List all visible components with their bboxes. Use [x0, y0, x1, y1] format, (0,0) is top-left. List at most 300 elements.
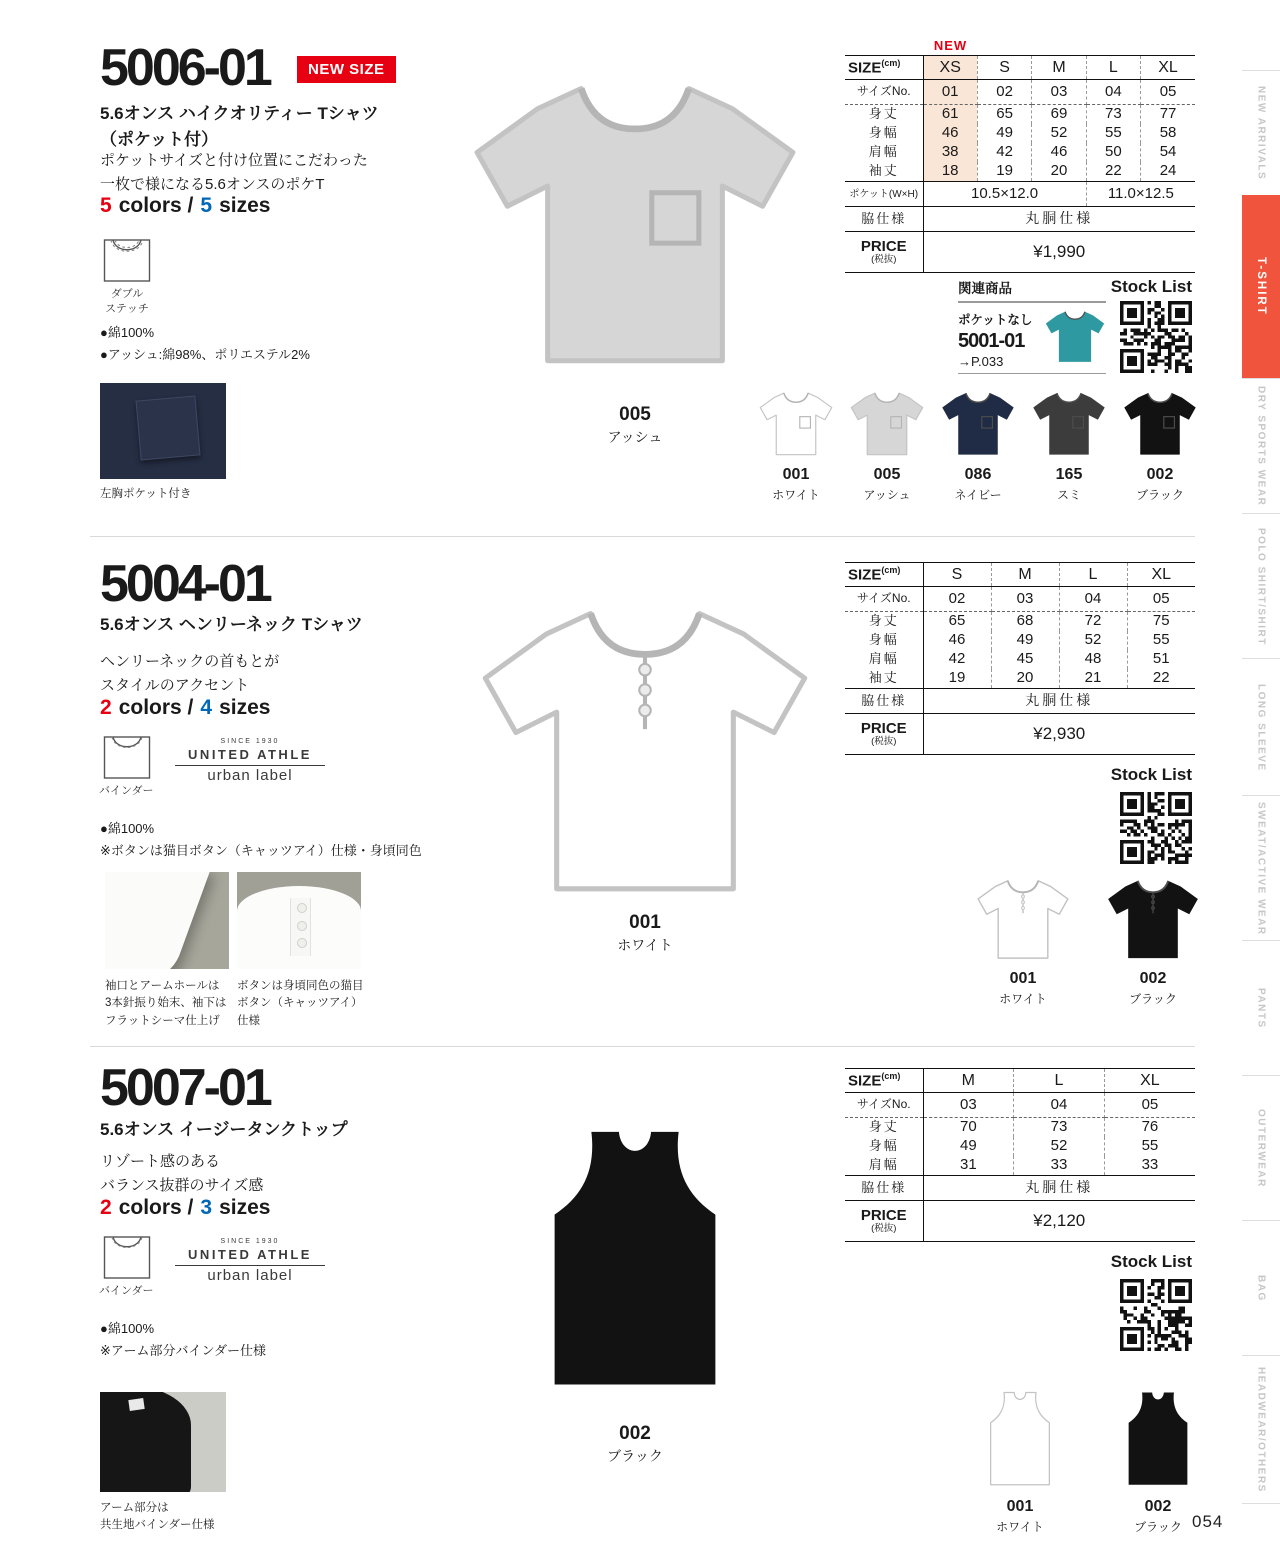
table-cell: 19 [923, 669, 991, 689]
sidebar-item-label: SWEAT/ACTIVE WEAR [1255, 801, 1267, 936]
table-row [845, 182, 1195, 207]
subtitle-line: 5.6オンス ハイクオリティー Tシャツ [100, 104, 379, 123]
related-product-code: 5001-01 [958, 329, 1025, 352]
sizes-count: 5 [200, 194, 213, 217]
table-header-col: M [923, 1069, 1014, 1093]
material-line: ●アッシュ:綿98%、ポリエステル2% [100, 347, 310, 363]
color-swatch [1105, 877, 1201, 1007]
color-swatch [978, 1390, 1062, 1535]
table-cell: 45 [991, 650, 1059, 669]
main-color-name: アッシュ [607, 428, 663, 445]
table-cell: 31 [923, 1156, 1014, 1176]
main-color-code: 005 [619, 404, 651, 425]
sidebar-item-sweat-active-wear[interactable] [1242, 795, 1280, 941]
size-table-wrap-5006-01 [845, 38, 1195, 273]
garment-illustration [467, 75, 803, 376]
table-row-label: 身丈 [845, 105, 923, 125]
table-row [845, 124, 1195, 143]
table-cell: 03 [923, 1093, 1014, 1118]
table-row [845, 650, 1195, 669]
table-cell: 49 [923, 1137, 1014, 1156]
material-line: ※アーム部分バインダー仕様 [100, 1343, 266, 1359]
description-line: ポケットサイズと付け位置にこだわった [100, 152, 368, 169]
section-divider [90, 536, 1195, 537]
caption-line: アーム部分は [100, 1502, 169, 1514]
table-row-label: 身幅 [845, 124, 923, 143]
table-cell: 55 [1141, 1137, 1159, 1155]
table-cell: 46 [923, 124, 977, 143]
table-header-size: $SIZE^{(cm)}$ [845, 563, 923, 587]
sidebar-item-label: DRY SPORTS WEAR [1255, 386, 1267, 507]
table-row [845, 105, 1195, 125]
garment-image [1116, 1390, 1200, 1494]
table-row [845, 56, 1195, 80]
caption-line: 3本針振り始末、袖下は [105, 997, 227, 1010]
logo-sub: urban label [207, 767, 293, 784]
sidebar-item-dry-sports-wear[interactable] [1242, 378, 1280, 514]
material-line: ●綿100% [100, 1321, 155, 1336]
swatch-code: 005 [873, 466, 901, 483]
table-cell: 61 [923, 105, 977, 125]
table-cell: 19 [977, 162, 1031, 182]
main-color-name: ブラック [607, 1447, 663, 1464]
table-header-col: XS [923, 56, 977, 80]
caption-line: 左胸ポケット付き [100, 488, 192, 500]
table-cell: 77 [1159, 105, 1177, 123]
table-cell: 42 [977, 143, 1031, 162]
sizes-count: 3 [200, 1196, 213, 1219]
garment-image [1122, 390, 1198, 462]
related-product-box [958, 277, 1106, 374]
table-cell: 04 [1014, 1093, 1105, 1118]
sidebar-item-label: T-SHIRT [1255, 257, 1267, 316]
table-cell: 33 [1104, 1156, 1195, 1176]
table-cell: 20 [1032, 162, 1086, 182]
swatch-code: 165 [1055, 466, 1083, 483]
table-cell: 73 [1086, 105, 1140, 125]
size-table-wrap-5004-01 [845, 562, 1195, 755]
sidebar-item-label: LONG SLEEVE [1255, 683, 1267, 772]
caption-line: ボタンは身頃同色の猫目 [237, 980, 364, 992]
table-row-label: PRICE (税抜) [845, 232, 923, 273]
swatch-name: ブラック [1134, 1519, 1182, 1534]
table-header-col: S [977, 56, 1031, 80]
material-line: ●綿100% [100, 821, 155, 836]
garment-image [1031, 390, 1107, 462]
table-row-label: PRICE (税抜) [845, 714, 923, 755]
colors-word: colors / [118, 194, 194, 217]
related-note: ポケットなし [958, 312, 1033, 327]
table-cell: 75 [1152, 612, 1170, 630]
table-row-label: 身丈 [845, 1118, 923, 1138]
garment-image [849, 390, 925, 462]
color-swatch [1031, 390, 1107, 503]
table-cell: 54 [1159, 143, 1177, 161]
table-cell: 76 [1141, 1118, 1159, 1136]
description-line: 一枚で様になる5.6オンスのポケT [100, 176, 325, 193]
table-cell: 72 [1059, 612, 1127, 632]
product-code-5007-01: 5007-01 [100, 1059, 270, 1117]
table-row [845, 714, 1195, 755]
size-table-wrap-5007-01 [845, 1068, 1195, 1242]
sizes-word: sizes [219, 696, 271, 719]
colors-count: 2 [100, 1196, 112, 1219]
color-swatch [1122, 390, 1198, 503]
garment-illustration [475, 600, 815, 904]
swatch-name: ホワイト [996, 1519, 1044, 1534]
table-cell: 22 [1086, 162, 1140, 182]
table-cell: 01 [923, 80, 977, 105]
table-row [845, 1176, 1195, 1201]
table-cell: 22 [1127, 669, 1195, 689]
table-cell: 50 [1086, 143, 1140, 162]
sidebar-item-new-arrivals[interactable] [1242, 70, 1280, 196]
table-cell: 丸胴仕様 [923, 689, 1195, 714]
swatch-code: 001 [1006, 1498, 1034, 1515]
new-size-badge: NEW SIZE [297, 56, 396, 83]
garment-image [758, 390, 834, 462]
table-cell: 04 [1086, 80, 1140, 105]
logo-since: SINCE 1930 [220, 738, 280, 745]
table-row-label: ポケット(W×H) [845, 182, 923, 207]
table-header-col: M [1032, 56, 1086, 80]
table-row-label: 身幅 [845, 631, 923, 650]
color-swatch [1116, 1390, 1200, 1535]
swatch-name: スミ [1056, 487, 1081, 502]
spec-icon-caption [99, 784, 189, 799]
sidebar-item-label: POLO SHIRT/SHIRT [1255, 527, 1267, 646]
description-line: バランス抜群のサイズ感 [100, 1177, 264, 1194]
swatch-code: 086 [964, 466, 992, 483]
caption-line: 仕様 [237, 1014, 260, 1027]
table-row-label: PRICE (税抜) [845, 1201, 923, 1242]
product-subtitle [100, 612, 363, 638]
table-cell: 42 [923, 650, 991, 669]
spec-icon-caption [99, 1284, 189, 1299]
colors-sizes-line [100, 696, 277, 720]
table-cell: 70 [923, 1118, 1014, 1138]
spec-caption-line: バインダー [99, 785, 154, 797]
color-swatch [758, 390, 834, 503]
size-table [845, 55, 1195, 273]
caption-line: ボタン（キャッツアイ） [237, 997, 363, 1010]
table-cell: 51 [1152, 650, 1170, 668]
table-row-label: 脇仕様 [845, 1176, 923, 1201]
table-row-label: 脇仕様 [845, 207, 923, 232]
table-cell: 05 [1127, 587, 1195, 612]
stock-list-title: Stock List [1110, 277, 1192, 296]
detail-caption [100, 1500, 215, 1535]
table-header-col: XL [1104, 1069, 1195, 1093]
table-cell: 49 [977, 124, 1031, 143]
table-cell: 55 [1086, 124, 1140, 143]
garment-image [940, 390, 1016, 462]
table-cell: 33 [1014, 1156, 1105, 1176]
colors-count: 2 [100, 696, 112, 719]
table-row-label: 肩幅 [845, 1156, 923, 1176]
related-page-link[interactable]: →P.033 [958, 353, 1004, 369]
table-cell: 69 [1032, 105, 1086, 125]
detail-caption [100, 486, 191, 503]
table-row [845, 689, 1195, 714]
sidebar-item-long-sleeve[interactable] [1242, 658, 1280, 796]
stock-list-title: Stock List [1110, 765, 1192, 784]
table-row-label: 身丈 [845, 612, 923, 632]
color-swatch [940, 390, 1016, 503]
spec-caption-line: ステッチ [105, 303, 149, 316]
sidebar-item-t-shirt[interactable] [1242, 195, 1280, 378]
table-row [845, 1118, 1195, 1138]
stock-list-qr-code [1120, 301, 1192, 378]
colors-sizes-line [100, 1196, 277, 1220]
swatch-code: 001 [1009, 970, 1037, 987]
caption-line: 袖口とアームホールは [105, 980, 220, 992]
color-swatch [975, 877, 1071, 1007]
table-cell: 46 [923, 631, 991, 650]
table-row [845, 80, 1195, 105]
logo-name: UNITED ATHLE [175, 1245, 325, 1266]
united-athle-logo [175, 1238, 325, 1284]
table-header-size: $SIZE^{(cm)}$ [845, 56, 923, 80]
table-row [845, 1137, 1195, 1156]
table-row [845, 587, 1195, 612]
caption-line: フラットシーマ仕上げ [105, 1014, 220, 1027]
main-product-image-5004-01 [475, 600, 815, 955]
table-cell: 05 [1141, 80, 1195, 105]
spec-caption-line: バインダー [99, 1285, 154, 1297]
table-row-label: サイズNo. [845, 1093, 923, 1118]
sidebar [1242, 0, 1280, 1566]
materials-list [100, 1318, 266, 1362]
table-cell: 03 [1032, 80, 1086, 105]
tank-shape [100, 1392, 191, 1492]
swatch-name: ホワイト [999, 991, 1047, 1006]
product-code-5004-01: 5004-01 [100, 555, 270, 613]
swatch-code: 001 [782, 466, 810, 483]
colors-word: colors / [118, 696, 194, 719]
table-cell: ¥2,120 [923, 1201, 1195, 1242]
main-product-image-5006-01 [467, 75, 803, 447]
materials-list [100, 322, 310, 366]
description-line: ヘンリーネックの首もとが [100, 653, 280, 670]
table-cell: ¥1,990 [923, 232, 1195, 273]
table-row [845, 612, 1195, 632]
colors-word: colors / [118, 1196, 194, 1219]
swatch-name: アッシュ [863, 487, 911, 502]
page-number: 054 [1192, 1512, 1224, 1531]
sidebar-item-headwear-others[interactable] [1242, 1355, 1280, 1504]
table-cell: 38 [923, 143, 977, 162]
main-color-name: ホワイト [617, 936, 673, 953]
stock-list-qr-code [1120, 1279, 1192, 1356]
detail-photo-tank [100, 1392, 226, 1492]
table-row-label: 身幅 [845, 1137, 923, 1156]
united-athle-logo [175, 738, 325, 784]
logo-since: SINCE 1930 [220, 1238, 280, 1245]
materials-list [100, 818, 422, 862]
table-row [845, 232, 1195, 273]
table-header-col: S [923, 563, 991, 587]
material-line: ※ボタンは猫目ボタン（キャッツアイ）仕様・身頃同色 [100, 843, 422, 859]
logo-name: UNITED ATHLE [175, 745, 325, 766]
table-row [845, 162, 1195, 182]
product-subtitle [100, 101, 379, 152]
sidebar-end-divider [1242, 1503, 1280, 1504]
table-header-col: L [1086, 56, 1140, 80]
main-color-code: 002 [619, 1423, 651, 1444]
table-row [845, 1093, 1195, 1118]
table-cell: 丸胴仕様 [923, 1176, 1195, 1201]
sidebar-item-label: HEADWEAR/OTHERS [1255, 1367, 1267, 1493]
button-shape [297, 903, 307, 913]
garment-image [975, 877, 1071, 966]
table-row [845, 1156, 1195, 1176]
table-row-label: 袖丈 [845, 162, 923, 182]
sleeve-shape [105, 872, 211, 969]
swatch-name: ブラック [1136, 487, 1184, 502]
table-row [845, 563, 1195, 587]
detail-photo-sleeve [105, 872, 229, 969]
sizes-word: sizes [219, 194, 271, 217]
color-swatch-row [758, 390, 1198, 503]
table-row [845, 631, 1195, 650]
swatch-name: ブラック [1129, 991, 1177, 1006]
table-header-col: XL [1127, 563, 1195, 587]
sizes-count: 4 [200, 696, 213, 719]
product-subtitle [100, 1117, 348, 1143]
sidebar-item-label: OUTERWEAR [1255, 1109, 1267, 1188]
description-line: スタイルのアクセント [100, 677, 250, 694]
pocket-shape [135, 396, 200, 461]
garment-image [1105, 877, 1201, 966]
table-cell: 68 [991, 612, 1059, 632]
swatch-code: 002 [1146, 466, 1174, 483]
neckline-spec-icon [103, 732, 151, 785]
table-cell: 52 [1059, 631, 1127, 650]
material-line: ●綿100% [100, 325, 155, 340]
table-cell: ¥2,930 [923, 714, 1195, 755]
table-row-label: 肩幅 [845, 143, 923, 162]
sizes-word: sizes [219, 1196, 271, 1219]
detail-photo-placket [237, 872, 361, 969]
related-title: 関連商品 [958, 277, 1106, 303]
stock-list-qr-code [1120, 792, 1192, 869]
sidebar-item-polo-shirt-shirt[interactable] [1242, 513, 1280, 659]
sidebar-item-label: PANTS [1255, 988, 1267, 1029]
sidebar-item-bag[interactable] [1242, 1220, 1280, 1356]
section-divider [90, 1046, 1195, 1047]
table-cell: 04 [1059, 587, 1127, 612]
table-row-label: サイズNo. [845, 80, 923, 105]
sidebar-item-label: NEW ARRIVALS [1255, 86, 1267, 181]
spec-caption-line: ダブル [110, 288, 144, 300]
tag-shape [128, 1398, 144, 1411]
related-info [958, 310, 1032, 369]
product-description [100, 1150, 263, 1198]
table-row [845, 1201, 1195, 1242]
table-row [845, 669, 1195, 689]
table-row-label: 肩幅 [845, 650, 923, 669]
table-cell: 52 [1014, 1137, 1105, 1156]
new-flag: NEW [933, 38, 968, 53]
table-cell: 20 [991, 669, 1059, 689]
button-shape [297, 921, 307, 931]
size-table [845, 1068, 1195, 1242]
table-cell: 21 [1059, 669, 1127, 689]
table-header-size: $SIZE^{(cm)}$ [845, 1069, 923, 1093]
sidebar-item-label: BAG [1255, 1275, 1267, 1302]
table-cell: 52 [1032, 124, 1086, 143]
table-cell: 73 [1014, 1118, 1105, 1138]
product-code-5006-01: 5006-01 [100, 39, 270, 97]
sidebar-item-pants[interactable] [1242, 940, 1280, 1076]
swatch-code: 002 [1139, 970, 1167, 987]
table-header-col: L [1059, 563, 1127, 587]
table-cell: 丸胴仕様 [923, 207, 1195, 232]
swatch-code: 002 [1144, 1498, 1172, 1515]
garment-illustration [520, 1125, 750, 1401]
button-shape [297, 938, 307, 948]
table-cell: 24 [1141, 162, 1195, 182]
table-row [845, 1069, 1195, 1093]
table-cell: 02 [923, 587, 991, 612]
colors-sizes-line [100, 194, 277, 218]
description-line: リゾート感のある [100, 1153, 221, 1170]
color-swatch [849, 390, 925, 503]
colors-count: 5 [100, 194, 112, 217]
table-cell: 10.5×12.0 [923, 182, 1086, 207]
table-header-col: XL [1141, 56, 1195, 80]
detail-caption [105, 978, 233, 1030]
related-product-image [1044, 309, 1106, 369]
table-cell: 65 [923, 612, 991, 632]
size-table [845, 562, 1195, 755]
color-swatch-row [978, 1390, 1200, 1535]
main-color-code: 001 [629, 912, 661, 933]
subtitle-line: 5.6オンス ヘンリーネック Tシャツ [100, 615, 363, 634]
detail-photo-pocket [100, 383, 226, 479]
table-cell: 11.0×12.5 [1086, 182, 1195, 207]
neckline-spec-icon [103, 235, 151, 288]
swatch-name: ネイビー [954, 487, 1002, 502]
swatch-name: ホワイト [772, 487, 820, 502]
sidebar-item-outerwear[interactable] [1242, 1075, 1280, 1221]
product-description [100, 149, 368, 197]
logo-sub: urban label [207, 1267, 293, 1284]
table-cell: 03 [991, 587, 1059, 612]
caption-line: 共生地バインダー仕様 [100, 1519, 215, 1532]
subtitle-line: （ポケット付） [100, 129, 219, 149]
spec-icon-caption [92, 287, 162, 318]
table-row-label: サイズNo. [845, 587, 923, 612]
subtitle-line: 5.6オンス イージータンクトップ [100, 1120, 348, 1139]
color-swatch-row [975, 877, 1201, 1007]
garment-image [978, 1390, 1062, 1494]
main-product-image-5007-01 [520, 1125, 750, 1466]
table-cell: 55 [1152, 631, 1170, 649]
table-row [845, 143, 1195, 162]
table-cell: 05 [1104, 1093, 1195, 1118]
stock-list-title: Stock List [1110, 1252, 1192, 1271]
table-cell: 48 [1059, 650, 1127, 669]
table-row-label: 袖丈 [845, 669, 923, 689]
table-cell: 58 [1159, 124, 1177, 142]
table-row-label: 脇仕様 [845, 689, 923, 714]
table-header-col: L [1014, 1069, 1105, 1093]
table-cell: 49 [991, 631, 1059, 650]
table-row [845, 207, 1195, 232]
table-cell: 46 [1032, 143, 1086, 162]
